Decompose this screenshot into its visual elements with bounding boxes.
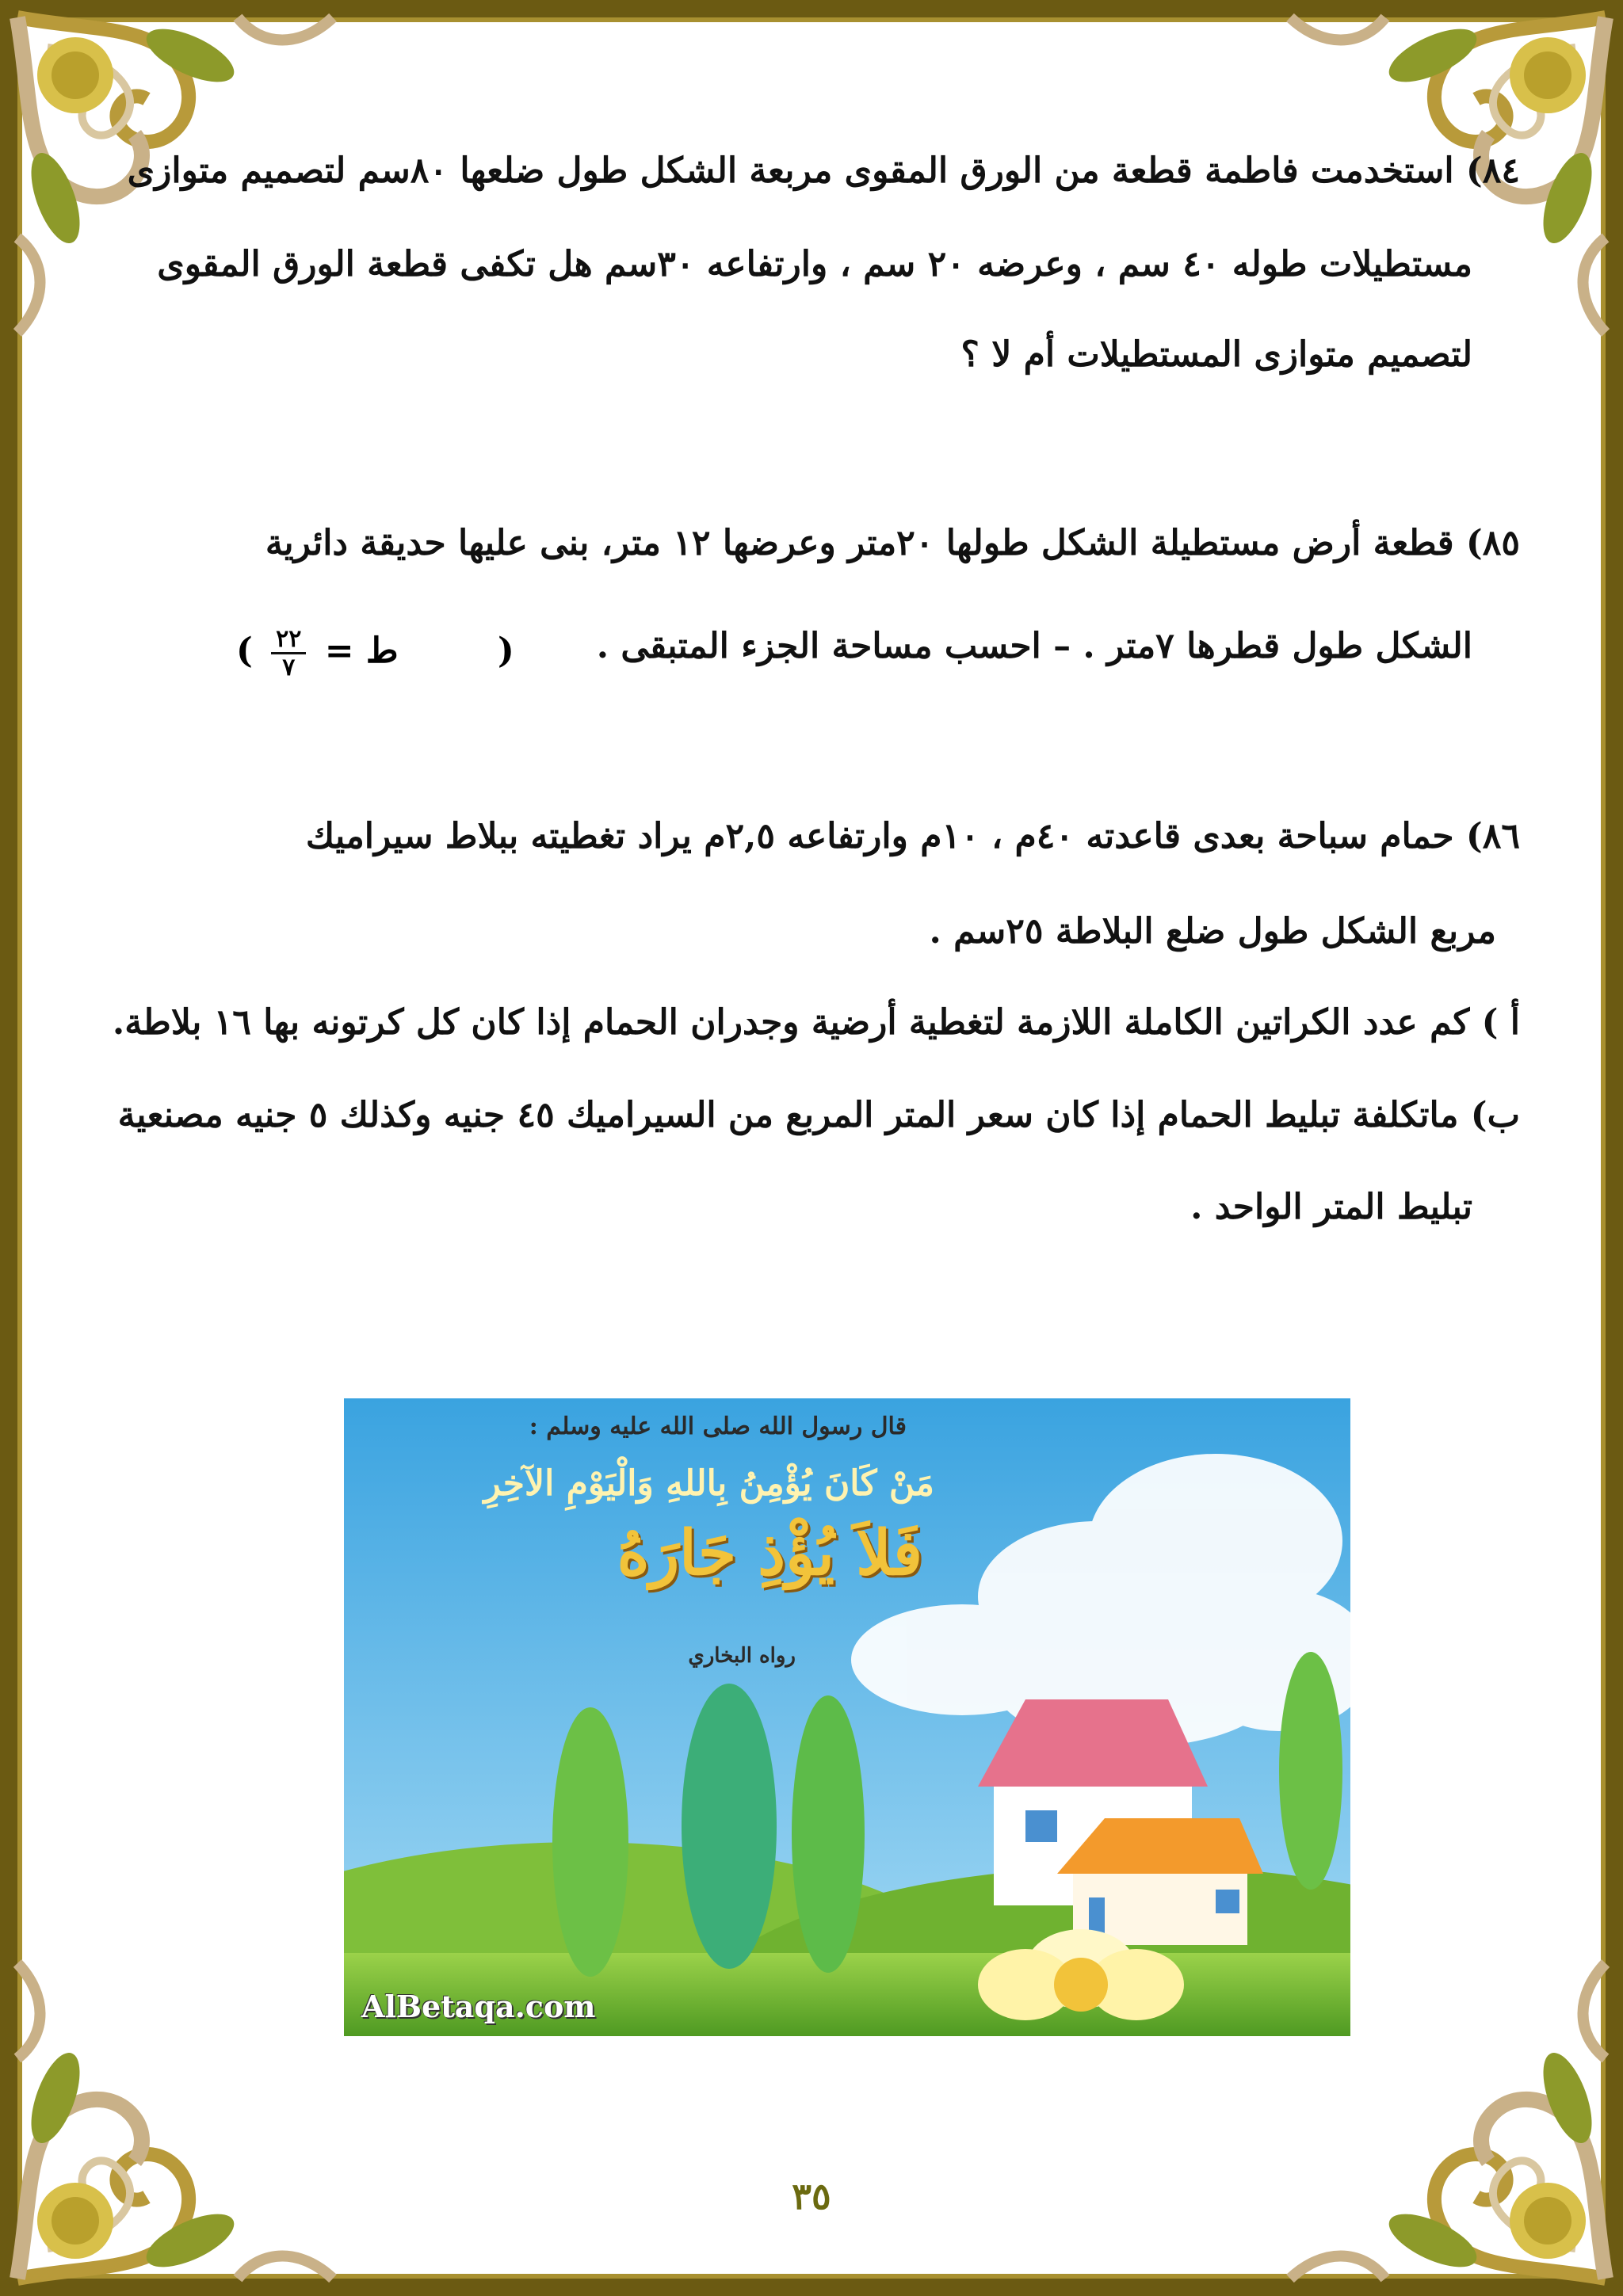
q84-line-2: مستطيلات طوله ٤٠ سم ، وعرضه ٢٠ سم ، وارتفاعه ٣٠سم هل تكفى قطعة الورق المقوى [157,244,1472,284]
pi-paren-open: ( [236,631,253,671]
q86-part-b-line-1: ب) ماتكلفة تبليط الحمام إذا كان سعر المتر المربع من السيراميك ٤٥ جنيه وكذلك ٥ جنيه مصنعية [117,1095,1520,1135]
pi-label: ط = [324,631,399,671]
pi-paren-close: ) [497,631,514,671]
q86-part-b-line-2: تبليط المتر الواحد . [1190,1187,1472,1227]
pi-numerator: ٢٢ [271,626,306,654]
q85-line-2: الشكل طول قطرها ٧متر . – احسب مساحة الجزء المتبقى . [596,626,1472,666]
pi-denominator: ٧ [282,654,296,681]
corner-ornament-bottom-left [0,1932,365,2296]
banner-intro: قال رسول الله صلى الله عليه وسلم : [529,1413,907,1440]
q85-line-1: ٨٥) قطعة أرض مستطيلة الشكل طولها ٢٠متر وعرضها ١٢ متر، بنى عليها حديقة دائرية [265,523,1520,563]
q84-line-3: لتصميم متوازى المستطيلات أم لا ؟ [960,334,1472,375]
q86-line-2: مربع الشكل طول ضلع البلاطة ٢٥سم . [929,911,1496,952]
hadith-banner-image [344,1398,1350,2036]
pi-fraction [271,626,306,681]
banner-hadith-line-2: فَلاَ يُؤْذِ جَارَهُ [617,1517,922,1589]
banner-watermark: AlBetaqa.com [361,1989,596,2024]
page-number: ٣٥ [792,2175,831,2218]
pi-formula [236,626,514,681]
banner-narrator: رواه البخاري [688,1644,796,1668]
q86-part-a: أ ) كم عدد الكراتين الكاملة اللازمة لتغطية أرضية وجدران الحمام إذا كان كل كرتونه بها ١٦ بلاطة. [112,1002,1520,1043]
q84-line-1: ٨٤) استخدمت فاطمة قطعة من الورق المقوى مربعة الشكل طول ضلعها ٨٠سم لتصميم متوازى [127,151,1520,191]
q86-line-1: ٨٦) حمام سباحة بعدى قاعدته ٤٠م ، ١٠م وارتفاعه ٢,٥م يراد تغطيته ببلاط سيراميك [305,816,1520,856]
banner-hadith-line-1: مَنْ كَانَ يُؤْمِنُ بِاللهِ وَالْيَوْمِ الآخِرِ [483,1463,934,1504]
